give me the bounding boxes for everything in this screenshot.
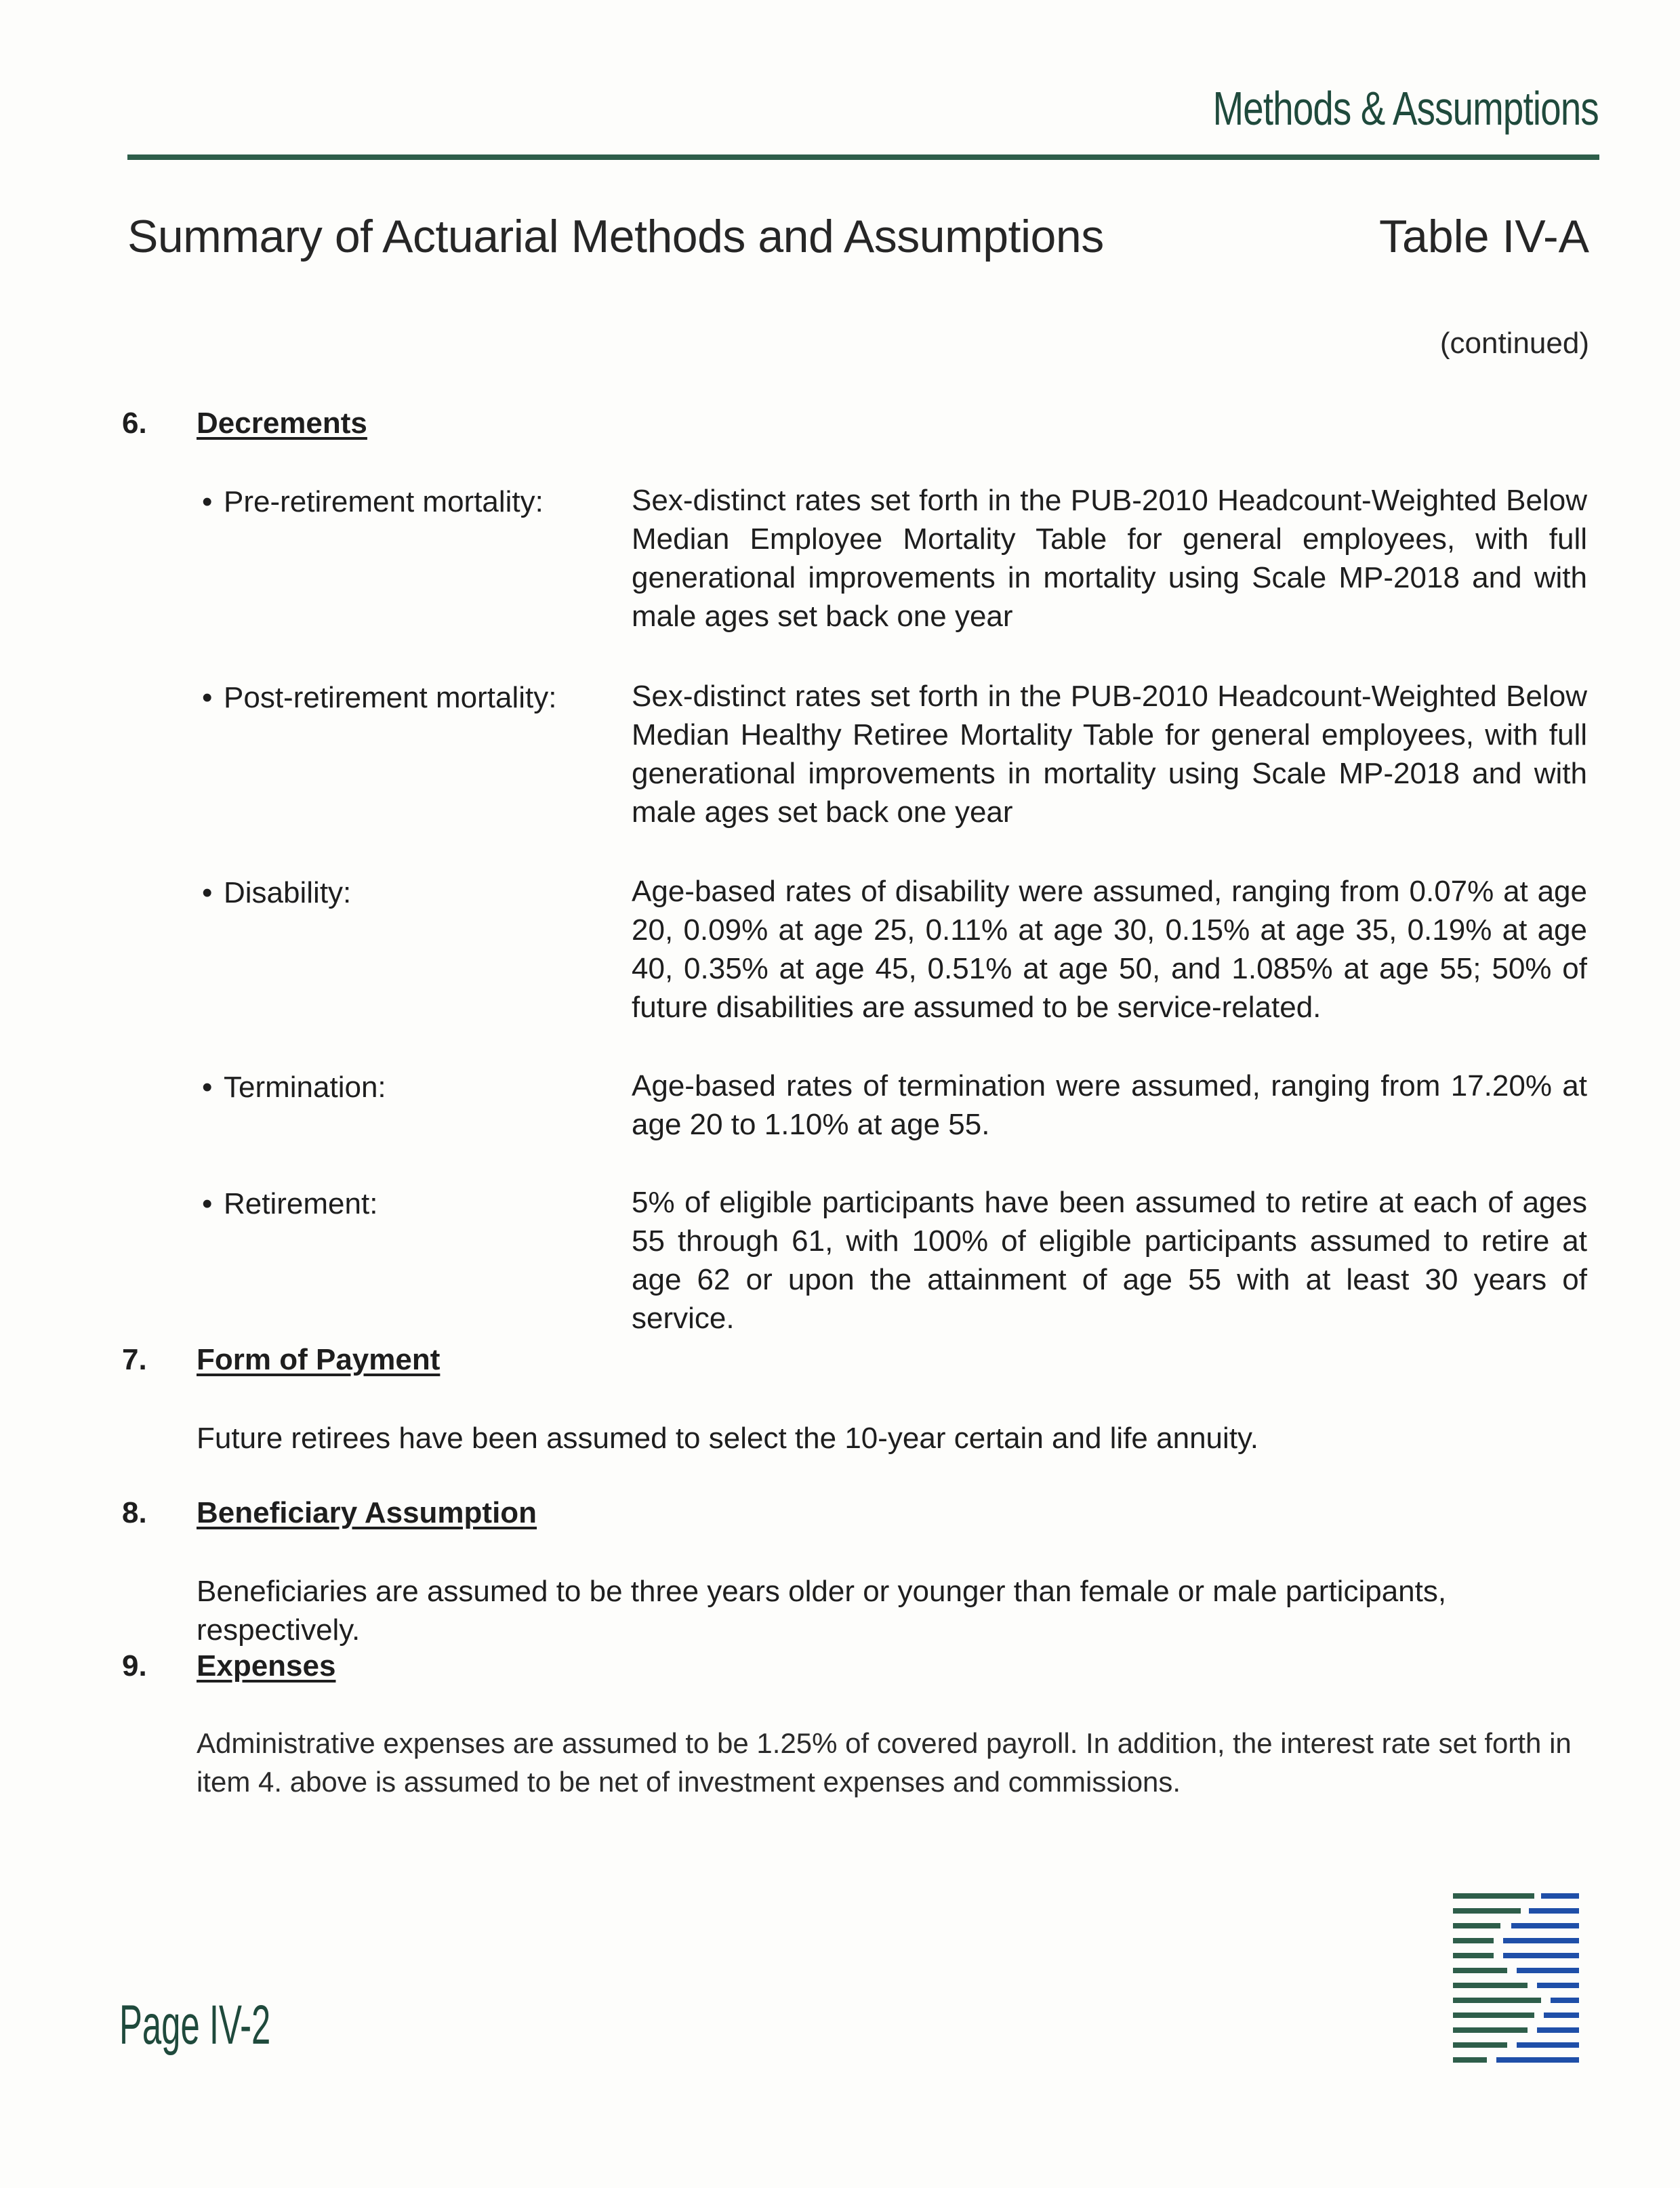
section-header-title: Methods & Assumptions (1212, 82, 1599, 135)
decrement-label-post-retirement: • Post-retirement mortality: (202, 681, 557, 714)
decrement-text-post-retirement: Sex-distinct rates set forth in the PUB-2010 Headcount-Weighted Below Median Healthy Retiree Mortality Table for general employees, with full generational improvements in mortality using Scale MP-2018 and with male ages set back one year (632, 680, 1587, 829)
section-7-heading: Form of Payment (197, 1343, 441, 1376)
section-6-heading: Decrements (197, 407, 367, 440)
continued-note: (continued) (1439, 327, 1589, 360)
decrement-label-termination: • Termination: (202, 1071, 386, 1104)
section-7-number: 7. (122, 1343, 147, 1376)
decrement-label-pre-retirement: • Pre-retirement mortality: (202, 485, 544, 518)
table-label: Table IV-A (1379, 211, 1589, 262)
decrement-label-disability: • Disability: (202, 876, 352, 909)
section-8-text: Beneficiaries are assumed to be three years older or younger than female or male participants, respectively. (197, 1575, 1447, 1647)
section-9-heading: Expenses (197, 1649, 336, 1683)
bullet-icon: • (202, 1071, 213, 1104)
section-8-number: 8. (122, 1496, 147, 1529)
header-rule (127, 154, 1599, 160)
company-logo-icon (1453, 1893, 1579, 2064)
decrement-text-retirement: 5% of eligible participants have been assumed to retire at each of ages 55 through 61, with 100% of eligible participants assumed to retire at age 62 or upon the attainment of age 55 with at least 30 years of service. (632, 1186, 1587, 1335)
section-9-number: 9. (122, 1649, 147, 1683)
page-number: Page IV-2 (119, 1994, 271, 2056)
decrement-text-pre-retirement: Sex-distinct rates set forth in the PUB-2010 Headcount-Weighted Below Median Employee Mortality Table for general employees, with full generational improvements in mortality using Scale MP-2018 and with male ages set back one year (632, 484, 1587, 633)
section-7-text: Future retirees have been assumed to select the 10-year certain and life annuity. (197, 1422, 1258, 1455)
decrement-label-retirement: • Retirement: (202, 1187, 378, 1220)
bullet-icon: • (202, 681, 213, 714)
bullet-icon: • (202, 1187, 213, 1220)
bullet-icon: • (202, 876, 213, 909)
page-title: Summary of Actuarial Methods and Assumptions (127, 211, 1104, 262)
section-8-heading: Beneficiary Assumption (197, 1496, 537, 1529)
bullet-icon: • (202, 485, 213, 518)
section-6-number: 6. (122, 407, 147, 440)
decrement-text-disability: Age-based rates of disability were assumed, ranging from 0.07% at age 20, 0.09% at age 25, 0.11% at age 30, 0.15% at age 35, 0.19% at age 40, 0.35% at age 45, 0.51% at age 50, and 1.085% at age 55; 50% of future disabilities are assumed to be service-related. (632, 875, 1587, 1024)
section-9-text: Administrative expenses are assumed to be 1.25% of covered payroll. In addition, the interest rate set forth in item 4. above is assumed to be net of investment expenses and commissions. (197, 1727, 1572, 1798)
decrement-text-termination: Age-based rates of termination were assumed, ranging from 17.20% at age 20 to 1.10% at age 55. (632, 1069, 1587, 1141)
